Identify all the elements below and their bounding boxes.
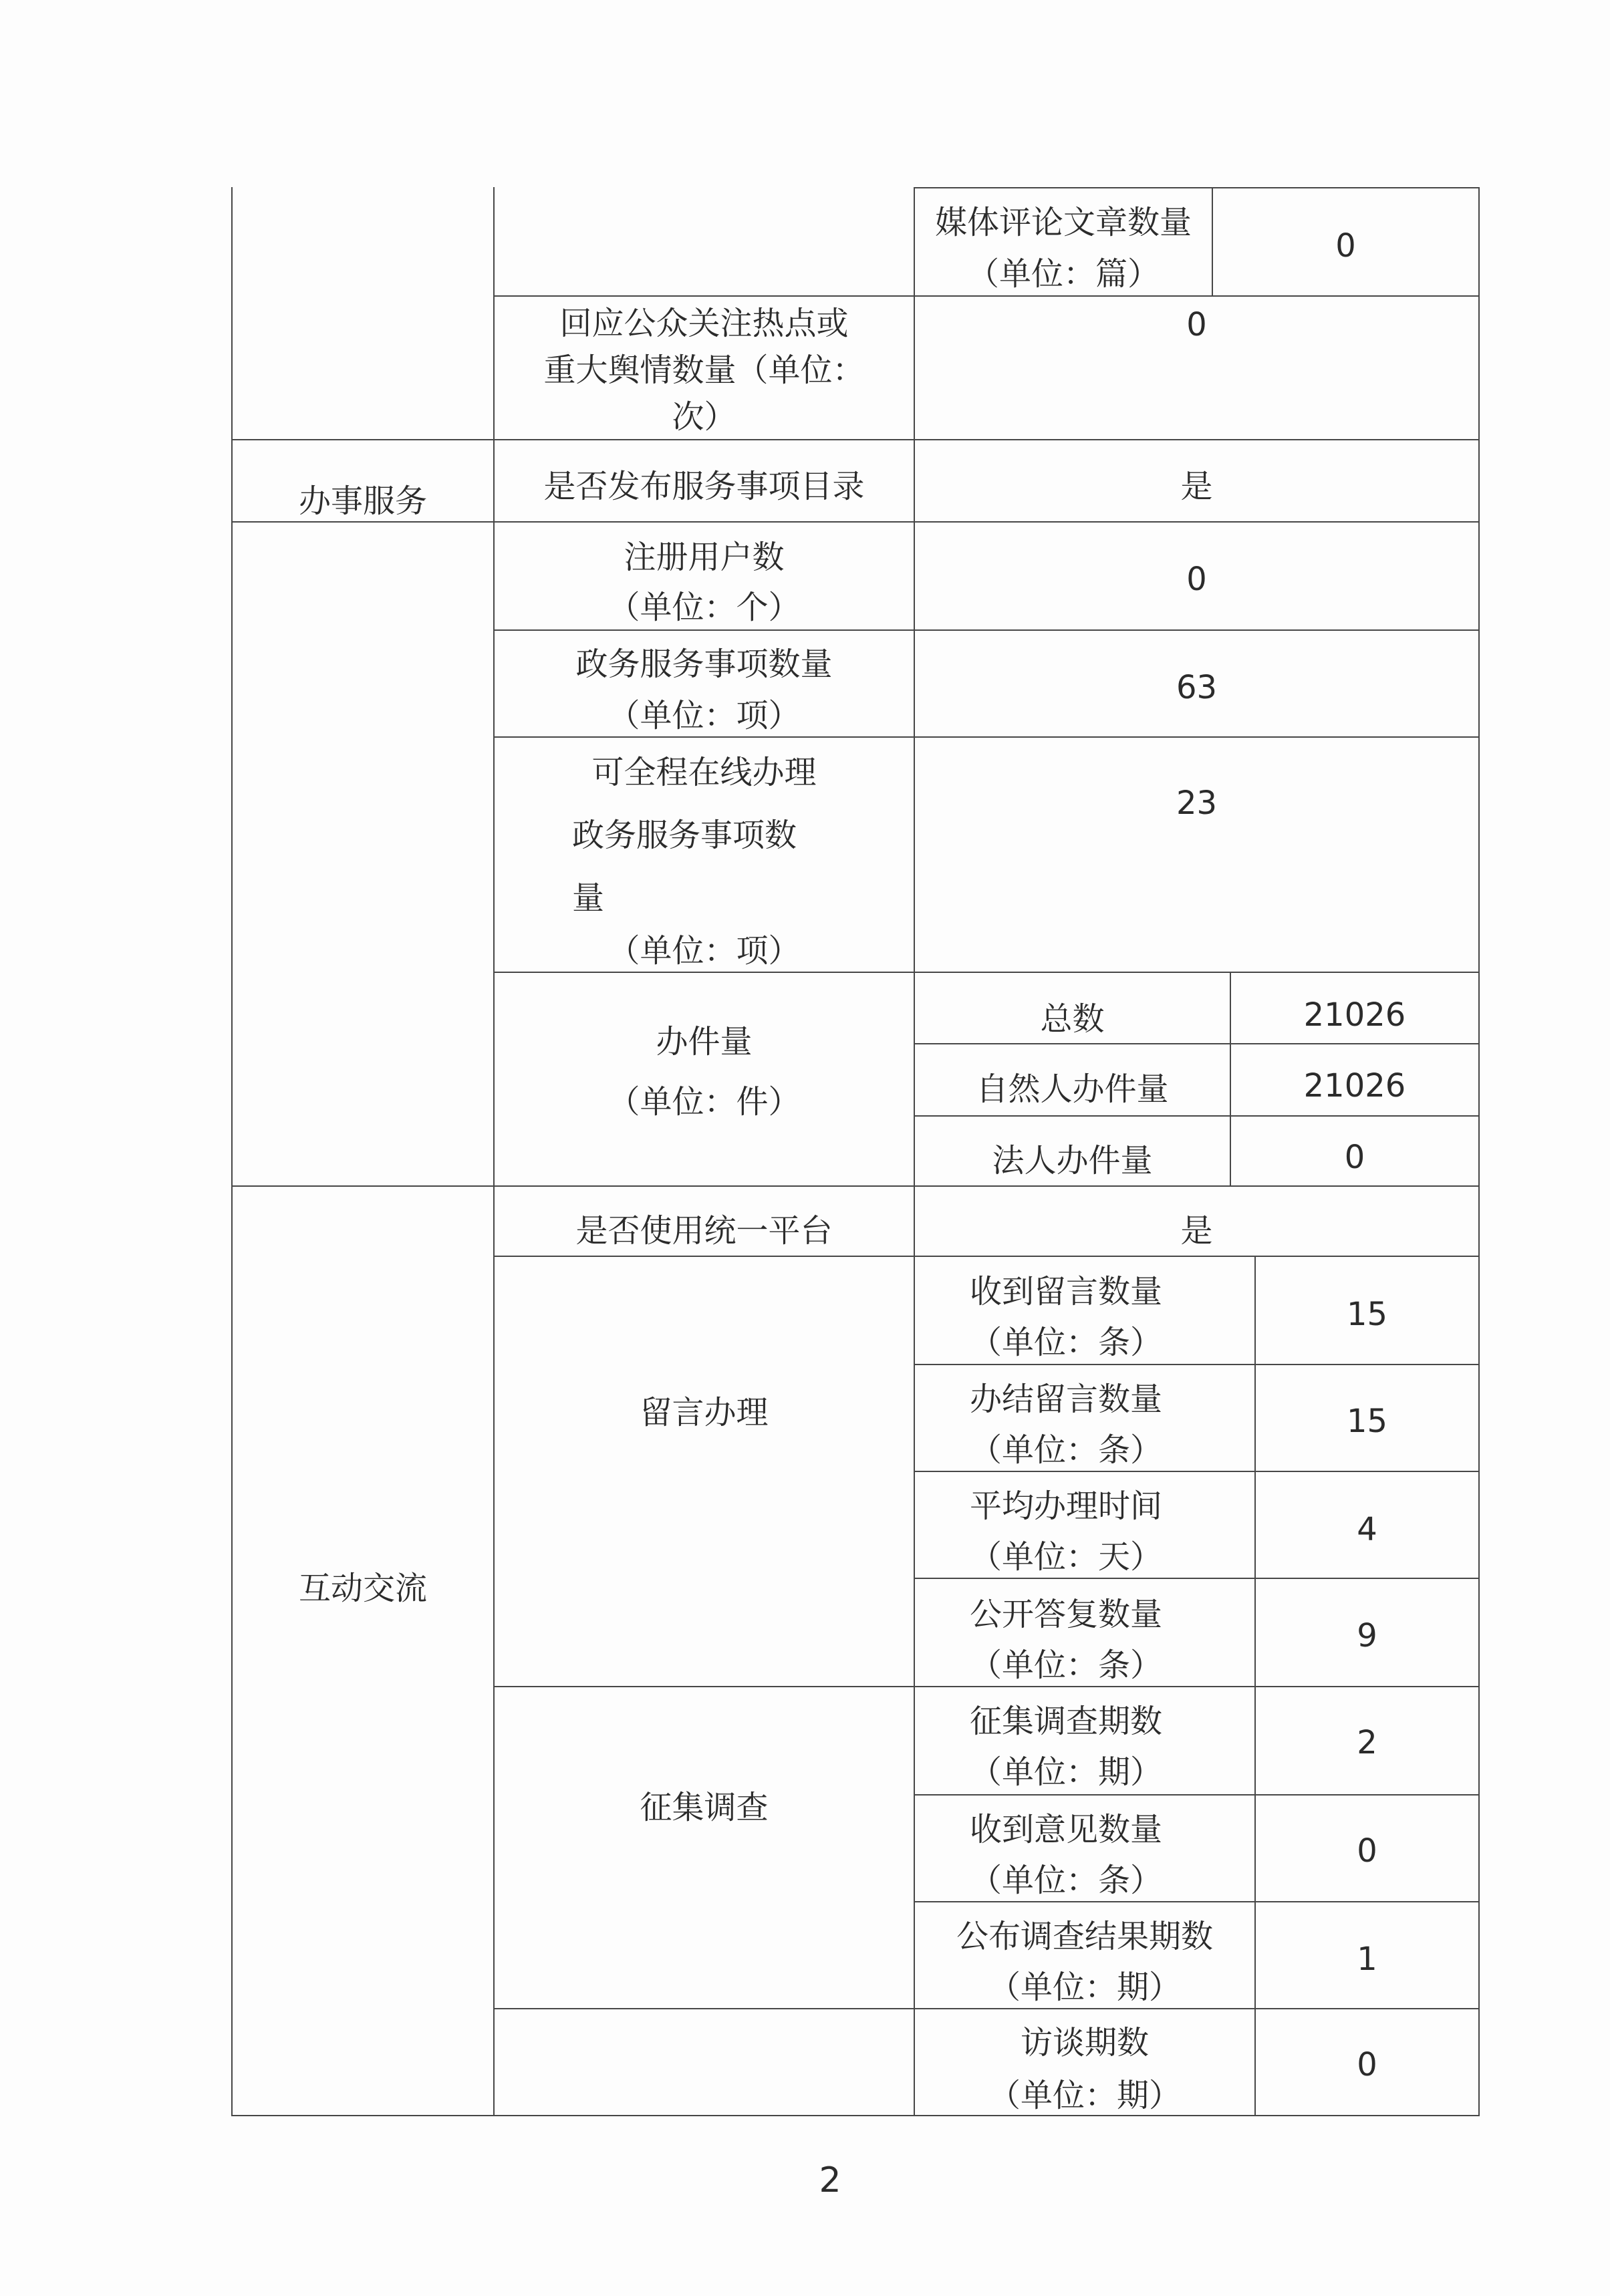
section-title: 办事服务 <box>298 482 427 520</box>
registered-users-label <box>493 521 915 631</box>
value-text: 1 <box>1357 1941 1377 1978</box>
value-text: 0 <box>1186 306 1207 343</box>
hotspot-responses-label <box>493 295 915 440</box>
interviews-value <box>1254 2008 1480 2116</box>
value-text: 0 <box>1186 561 1207 598</box>
label-line: 收到意见数量 <box>969 1811 1162 1848</box>
online-service-items-value <box>914 736 1480 973</box>
value-text: 23 <box>1176 784 1218 822</box>
blank-section-cell <box>231 521 495 1187</box>
average-handling-time-value <box>1254 1471 1480 1579</box>
blank-item-cell <box>493 2008 915 2116</box>
interviews-label <box>914 2008 1256 2116</box>
unit-line: （单位：篇） <box>966 255 1160 293</box>
label-line: 公开答复数量 <box>969 1596 1162 1633</box>
catalog-published-value <box>914 439 1480 523</box>
messages-received-value <box>1254 1256 1480 1365</box>
unit-line: （单位：条） <box>969 1862 1162 1899</box>
label-line: 总数 <box>1040 1000 1105 1038</box>
survey-periods-value <box>1254 1686 1480 1796</box>
label-line: 媒体评论文章数量 <box>934 204 1192 241</box>
case-volume-natural-person-value <box>1230 1043 1480 1117</box>
unit-line: （单位：条） <box>969 1431 1162 1469</box>
page-number: 2 <box>819 2160 841 2200</box>
label-line: 法人办件量 <box>992 1141 1153 1179</box>
section-label-interaction <box>231 1185 495 2116</box>
message-handling-group <box>493 1256 915 1687</box>
value-text: 21026 <box>1303 1067 1406 1105</box>
label-line: 平均办理时间 <box>969 1487 1162 1525</box>
label-line: 访谈期数 <box>1020 2023 1149 2061</box>
value-text: 21026 <box>1303 996 1406 1034</box>
label-line: 政务服务事项数 <box>572 817 797 854</box>
label-line: 重大舆情数量（单位： <box>543 351 865 389</box>
media-comment-articles-value <box>1212 187 1480 297</box>
service-items-label <box>493 629 915 738</box>
section-label-services <box>231 439 495 523</box>
value-text: 63 <box>1176 669 1218 706</box>
average-handling-time-label <box>914 1471 1256 1579</box>
messages-received-label <box>914 1256 1256 1365</box>
value-text: 是 <box>1180 1211 1213 1250</box>
section-title: 互动交流 <box>298 1569 427 1607</box>
blank-item-cell <box>493 187 915 297</box>
blank-section-cell <box>231 187 495 440</box>
public-replies-value <box>1254 1578 1480 1687</box>
unit-line: （单位：期） <box>969 1753 1162 1791</box>
value-text: 9 <box>1357 1617 1377 1655</box>
label-line: 次） <box>672 398 736 436</box>
case-volume-legal-person-value <box>1230 1115 1480 1187</box>
case-volume-total-value <box>1230 972 1480 1044</box>
unit-line: （单位：项） <box>608 696 801 734</box>
group-title: 征集调查 <box>640 1788 769 1826</box>
survey-group <box>493 1686 915 2009</box>
opinions-received-value <box>1254 1794 1480 1902</box>
survey-results-published-value <box>1254 1901 1480 2009</box>
messages-resolved-label <box>914 1364 1256 1472</box>
unit-line: （单位：项） <box>608 932 801 970</box>
label-line: 回应公众关注热点或 <box>559 305 849 342</box>
public-replies-label <box>914 1578 1256 1687</box>
service-items-value <box>914 629 1480 738</box>
value-text: 15 <box>1346 1296 1388 1333</box>
catalog-published-label <box>493 439 915 523</box>
unit-line: （单位：条） <box>969 1324 1162 1361</box>
label-line: 征集调查期数 <box>969 1702 1162 1740</box>
label-line: 收到留言数量 <box>969 1273 1162 1310</box>
value-text: 0 <box>1357 2046 1377 2084</box>
label-line: 量 <box>572 879 605 917</box>
value-text: 4 <box>1357 1511 1377 1548</box>
unified-platform-value <box>914 1185 1480 1257</box>
media-comment-articles-label <box>914 187 1213 297</box>
value-text: 0 <box>1357 1832 1377 1870</box>
group-title: 留言办理 <box>640 1393 769 1431</box>
messages-resolved-value <box>1254 1364 1480 1472</box>
case-volume-label <box>493 972 915 1187</box>
label-line: 公布调查结果期数 <box>956 1918 1213 1955</box>
value-text: 0 <box>1344 1139 1365 1176</box>
online-service-items-label <box>493 736 915 973</box>
survey-periods-label <box>914 1686 1256 1796</box>
registered-users-value <box>914 521 1480 631</box>
label-line: 办件量 <box>656 1023 753 1060</box>
label-line: 自然人办件量 <box>976 1070 1169 1108</box>
unit-line: （单位：个） <box>608 588 801 626</box>
hotspot-responses-value <box>914 295 1480 440</box>
unit-line: （单位：期） <box>988 2076 1181 2114</box>
label-line: 是否使用统一平台 <box>575 1211 833 1250</box>
value-text: 15 <box>1346 1403 1388 1440</box>
unit-line: （单位：条） <box>969 1646 1162 1684</box>
case-volume-natural-person-label <box>914 1043 1231 1117</box>
case-volume-total-label <box>914 972 1231 1044</box>
unified-platform-label <box>493 1185 915 1257</box>
value-text: 2 <box>1357 1724 1377 1761</box>
value-text: 0 <box>1335 227 1356 265</box>
survey-results-published-label <box>914 1901 1256 2009</box>
label-line: 政务服务事项数量 <box>575 645 833 683</box>
unit-line: （单位：件） <box>608 1083 801 1121</box>
label-line: 办结留言数量 <box>969 1381 1162 1418</box>
label-line: 注册用户数 <box>624 538 785 576</box>
unit-line: （单位：期） <box>988 1969 1181 2006</box>
case-volume-legal-person-label <box>914 1115 1231 1187</box>
unit-line: （单位：天） <box>969 1538 1162 1576</box>
opinions-received-label <box>914 1794 1256 1902</box>
label-line: 可全程在线办理 <box>591 754 817 791</box>
label-line: 是否发布服务事项目录 <box>543 468 865 505</box>
value-text: 是 <box>1180 468 1213 505</box>
